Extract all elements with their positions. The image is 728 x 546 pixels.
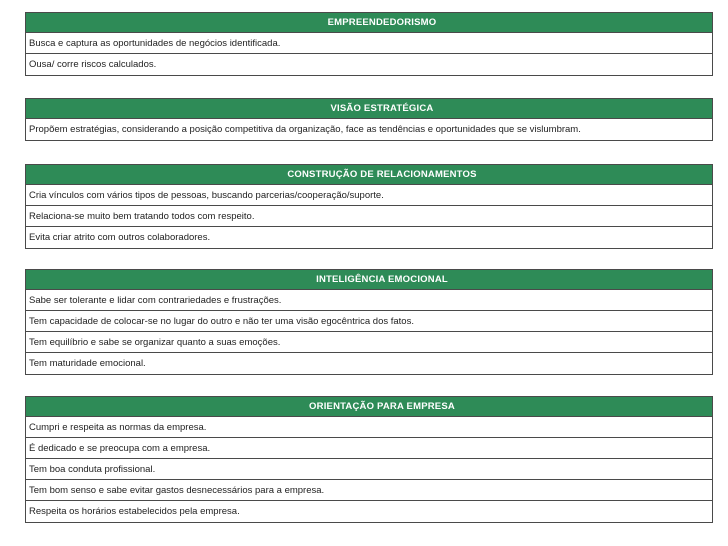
section-inteligencia-emocional <box>25 269 713 375</box>
section-title: VISÃO ESTRATÉGICA <box>26 99 712 119</box>
list-item: Ousa/ corre riscos calculados. <box>29 59 157 70</box>
list-item: Respeita os horários estabelecidos pela empresa. <box>29 506 240 517</box>
list-item: Propõem estratégias, considerando a posição competitiva da organização, face as tendências e oportunidades que se vislumbram. <box>29 124 581 135</box>
section-title: EMPREENDEDORISMO <box>26 13 712 33</box>
section-title: ORIENTAÇÃO PARA EMPRESA <box>26 397 712 417</box>
list-item: Sabe ser tolerante e lidar com contrariedades e frustrações. <box>26 290 712 311</box>
list-item: Cria vínculos com vários tipos de pessoas, buscando parcerias/cooperação/suporte. <box>26 185 712 206</box>
section-construcao-relacionamentos <box>25 164 713 249</box>
list-item: Tem boa conduta profissional. <box>26 459 712 480</box>
list-item: Tem maturidade emocional. <box>29 358 146 369</box>
list-item: Tem capacidade de colocar-se no lugar do outro e não ter uma visão egocêntrica dos fatos. <box>26 311 712 332</box>
section-title: INTELIGÊNCIA EMOCIONAL <box>26 270 712 290</box>
list-item: Busca e captura as oportunidades de negócios identificada. <box>26 33 712 54</box>
list-item: É dedicado e se preocupa com a empresa. <box>26 438 712 459</box>
list-item: Evita criar atrito com outros colaboradores. <box>29 232 211 243</box>
list-item: Tem bom senso e sabe evitar gastos desnecessários para a empresa. <box>26 480 712 501</box>
list-item: Tem equilíbrio e sabe se organizar quanto a suas emoções. <box>26 332 712 353</box>
section-orientacao-empresa <box>25 396 713 523</box>
section-title: CONSTRUÇÃO DE RELACIONAMENTOS <box>26 165 712 185</box>
section-visao-estrategica <box>25 98 713 141</box>
list-item: Cumpri e respeita as normas da empresa. <box>26 417 712 438</box>
list-item: Relaciona-se muito bem tratando todos com respeito. <box>26 206 712 227</box>
section-empreendedorismo <box>25 12 713 76</box>
